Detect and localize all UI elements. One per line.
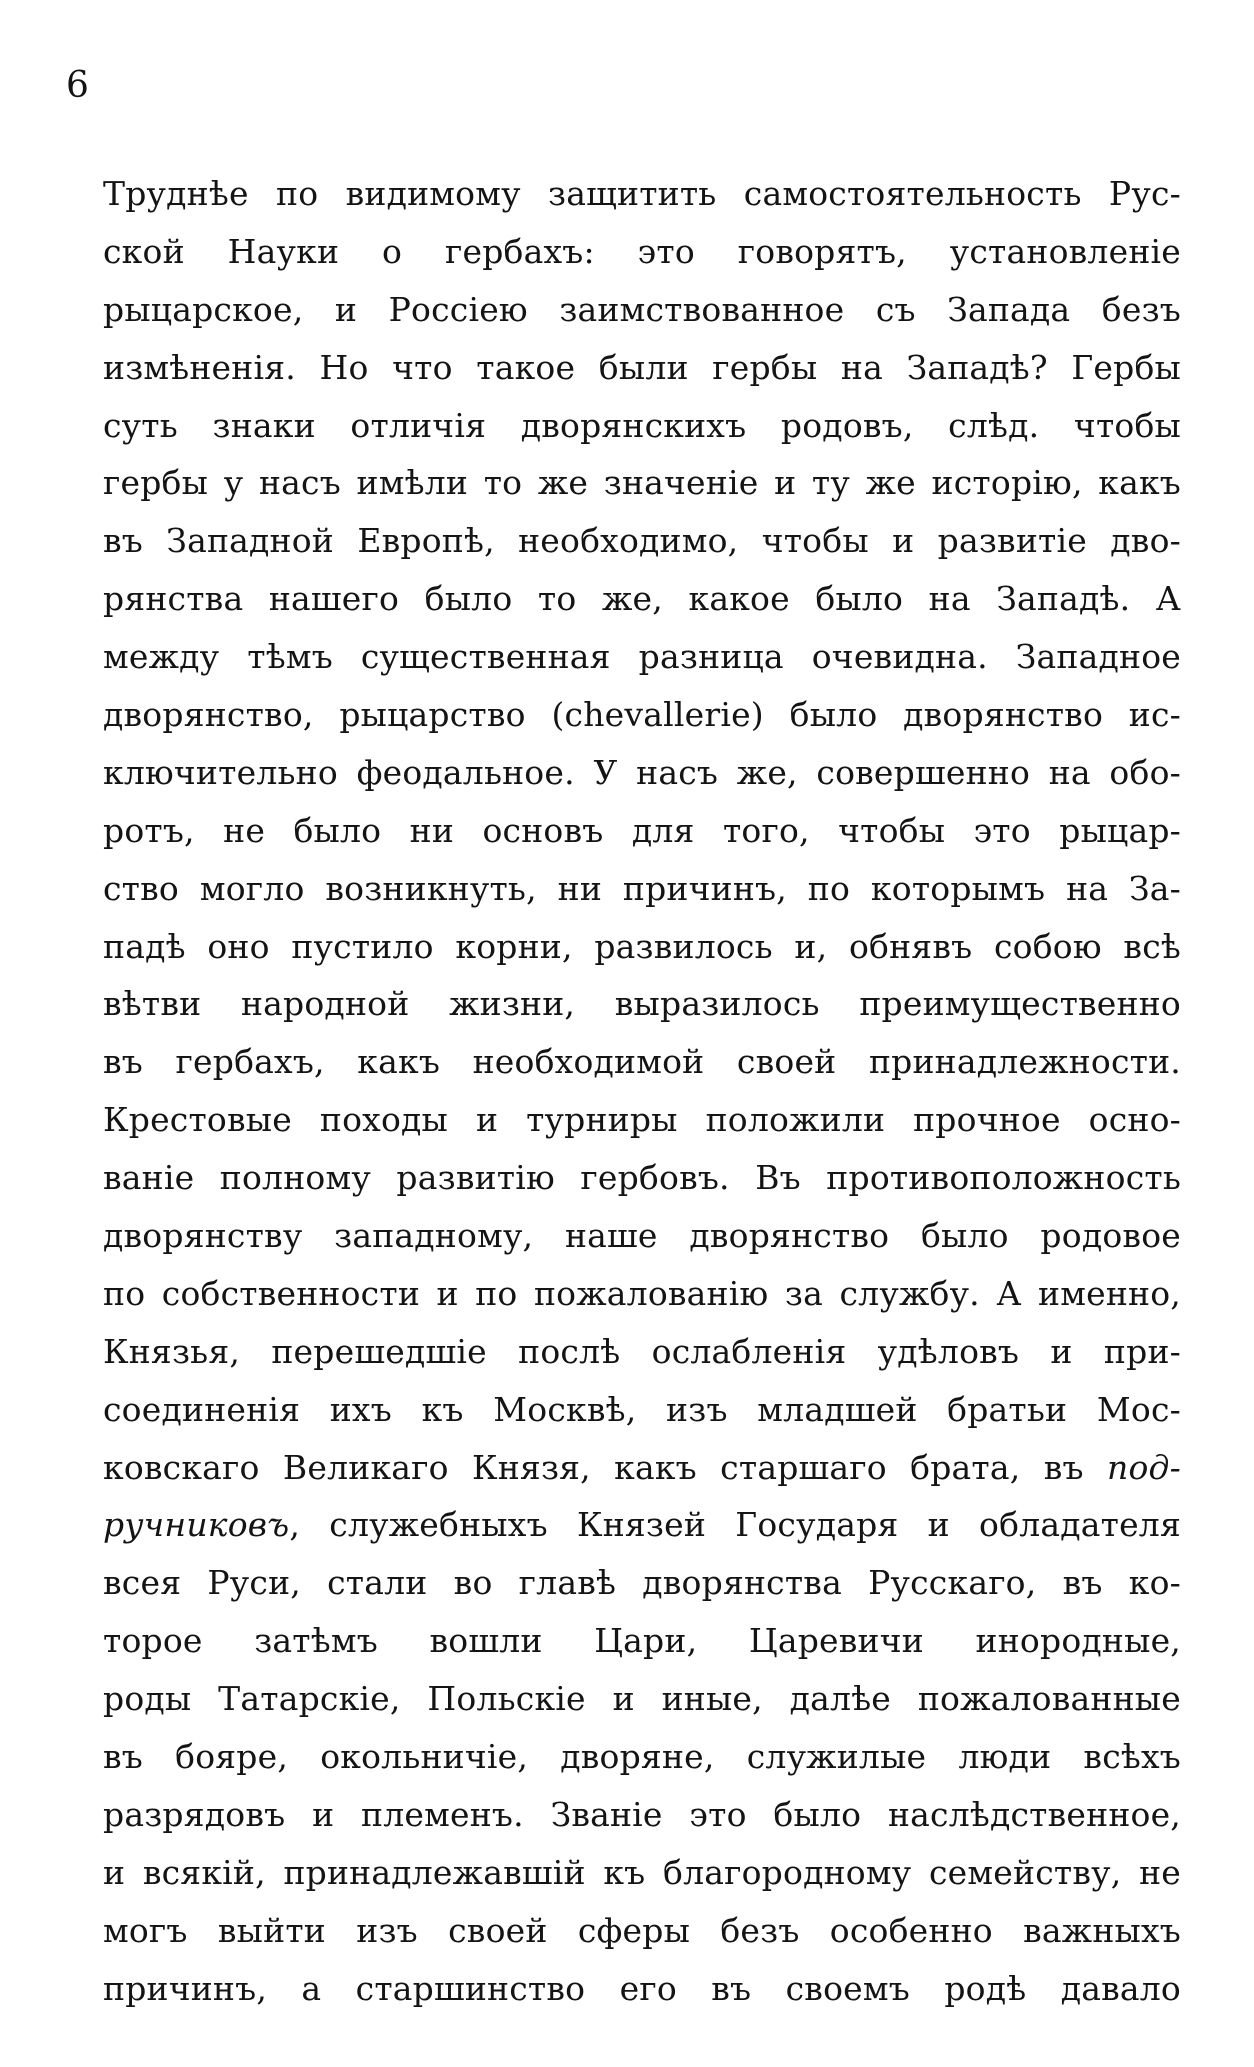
text-line	[103, 975, 1181, 1033]
text-line	[103, 1091, 1181, 1149]
text-line	[103, 1670, 1181, 1728]
text-line	[103, 1033, 1181, 1091]
text-line-content: торое затѣмъ вошли Цари, Царевичи инородные,	[103, 1621, 1181, 1661]
italic-word: ручниковъ	[103, 1505, 290, 1545]
text-line-content: между тѣмъ существенная разница очевидна. Западное	[103, 637, 1181, 677]
text-line	[103, 1612, 1181, 1670]
text-line-content: причинъ, а старшинство его въ своемъ родѣ давало	[103, 1968, 1181, 2008]
text-line-content: Труднѣе по видимому защитить самостоятельность Рус-	[103, 174, 1181, 213]
text-line-content: въ Западной Европѣ, необходимо, чтобы и развитіе дво-	[103, 521, 1181, 561]
text-line-content: Князья, перешедшіе послѣ ослабленія удѣловъ и при-	[103, 1331, 1181, 1371]
page-number: 6	[66, 65, 89, 106]
text-line-content: гербы у насъ имѣли то же значеніе и ту же исторію, какъ	[103, 463, 1181, 503]
text-line-content: всея Руси, стали во главѣ дворянства Русскаго, въ ко-	[103, 1563, 1181, 1603]
text-line	[103, 1728, 1181, 1786]
text-line	[103, 281, 1181, 339]
text-line-content: ротъ, не было ни основъ для того, чтобы это рыцар-	[103, 810, 1181, 850]
text-line	[103, 1786, 1181, 1844]
text-line-content: по собственности и по пожалованію за службу. А именно,	[103, 1273, 1181, 1313]
text-line-content: рянства нашего было то же, какое было на Западѣ. А	[103, 579, 1181, 619]
text-line	[103, 512, 1181, 570]
text-line	[103, 1960, 1181, 2018]
text-line	[103, 339, 1181, 397]
text-line	[103, 1439, 1181, 1497]
text-line	[103, 1902, 1181, 1960]
text-line	[103, 628, 1181, 686]
italic-word: под-	[1107, 1447, 1181, 1487]
text-line	[103, 918, 1181, 976]
body-text	[103, 165, 1181, 2018]
text-line-content: суть знаки отличія дворянскихъ родовъ, слѣд. чтобы	[103, 405, 1181, 445]
text-line-content: могъ выйти изъ своей сферы безъ особенно важныхъ	[103, 1910, 1181, 1950]
text-line	[103, 165, 1181, 223]
text-line-content: дворянство, рыцарство (chevallerie) было дворянство ис-	[103, 695, 1181, 735]
text-line	[103, 802, 1181, 860]
text-line	[103, 1265, 1181, 1323]
text-line	[103, 454, 1181, 512]
text-line	[103, 860, 1181, 918]
text-line-content: ской Науки о гербахъ: это говорятъ, установленіе	[103, 231, 1181, 271]
text-line-content: роды Татарскіе, Польскіе и иные, далѣе пожалованные	[103, 1679, 1181, 1719]
text-line-content: въ гербахъ, какъ необходимой своей принадлежности.	[103, 1042, 1181, 1082]
text-line	[103, 1496, 1181, 1554]
text-line-content: ство могло возникнуть, ни причинъ, по которымъ на За-	[103, 868, 1181, 908]
text-line-content: ковскаго Великаго Князя, какъ старшаго брата, въ	[103, 1447, 1107, 1487]
text-line-content: падѣ оно пустило корни, развилось и, обнявъ собою всѣ	[103, 926, 1181, 966]
text-line	[103, 744, 1181, 802]
text-line-content: рыцарское, и Россіею заимствованное съ Запада безъ	[103, 289, 1181, 329]
text-line	[103, 1554, 1181, 1612]
text-line-content: Крестовые походы и турниры положили прочное осно-	[103, 1100, 1181, 1140]
text-line-content: вѣтви народной жизни, выразилось преимущественно	[103, 984, 1181, 1024]
text-line-content: въ бояре, окольничіе, дворяне, служилые люди всѣхъ	[103, 1737, 1181, 1777]
text-line	[103, 1149, 1181, 1207]
text-line	[103, 397, 1181, 455]
text-line-content: измѣненія. Но что такое были гербы на Западѣ? Гербы	[103, 347, 1181, 387]
text-line	[103, 1207, 1181, 1265]
text-line-content: ваніе полному развитію гербовъ. Въ противоположность	[103, 1158, 1181, 1198]
text-line	[103, 570, 1181, 628]
text-line	[103, 1381, 1181, 1439]
text-line-content: разрядовъ и племенъ. Званіе это было наслѣдственное,	[103, 1794, 1181, 1834]
text-line	[103, 686, 1181, 744]
text-line-content: и всякій, принадлежавшій къ благородному семейству, не	[103, 1852, 1181, 1892]
text-line	[103, 223, 1181, 281]
text-line-content: соединенія ихъ къ Москвѣ, изъ младшей братьи Мос-	[103, 1389, 1181, 1429]
text-line	[103, 1844, 1181, 1902]
text-line-content: , служебныхъ Князей Государя и обладателя	[289, 1505, 1181, 1545]
text-line-content: ключительно феодальное. У насъ же, совершенно на обо-	[103, 752, 1181, 792]
text-line	[103, 1323, 1181, 1381]
text-line-content: дворянству западному, наше дворянство было родовое	[103, 1216, 1181, 1256]
